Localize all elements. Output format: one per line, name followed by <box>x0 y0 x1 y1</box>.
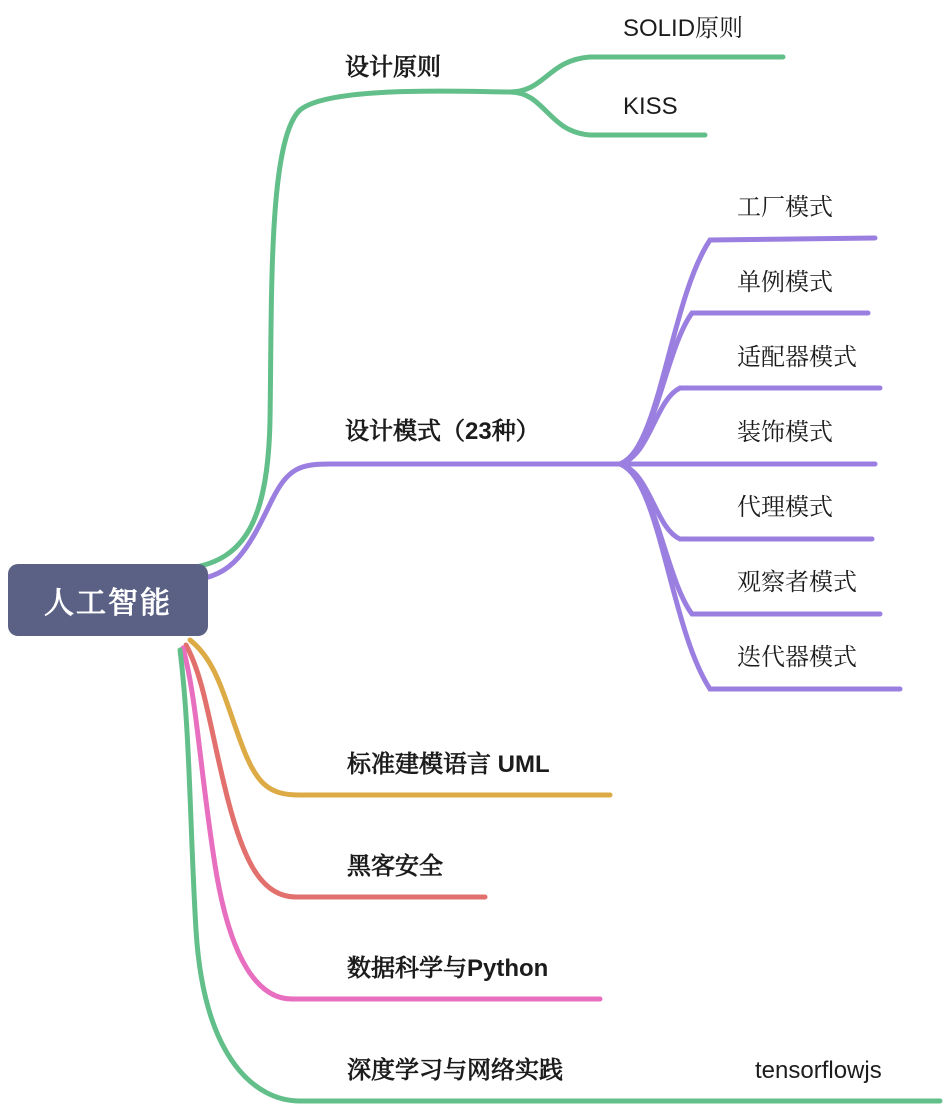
mindmap-node-kiss[interactable] <box>623 95 678 119</box>
node-label-text: SOLID原则 <box>623 15 744 42</box>
mindmap-node-data-science-python[interactable] <box>347 957 548 981</box>
node-label-text: 深度学习与网络实践 <box>347 1057 563 1084</box>
node-label-text: 设计原则 <box>345 54 441 81</box>
mindmap-node-tensorflowjs[interactable] <box>755 1059 882 1083</box>
node-label-text: 工厂模式 <box>737 194 833 221</box>
mindmap-node-design-principles[interactable] <box>345 56 441 80</box>
node-label-text: tensorflowjs <box>755 1057 882 1084</box>
mindmap-node-solid[interactable] <box>623 17 743 41</box>
node-label-text: 观察者模式 <box>737 569 857 596</box>
mindmap-node-decorator-pattern[interactable] <box>737 421 833 445</box>
node-label-text: 迭代器模式 <box>737 644 857 671</box>
node-label-text: 装饰模式 <box>737 419 833 446</box>
node-label-text: KISS <box>623 93 678 120</box>
mindmap-node-design-patterns[interactable] <box>345 420 540 444</box>
mindmap-node-deep-learning[interactable] <box>347 1059 563 1083</box>
mindmap-node-proxy-pattern[interactable] <box>737 496 833 520</box>
mindmap-root-label: 人工智能 <box>44 587 172 620</box>
node-label-text: 标准建模语言 UML <box>347 751 550 778</box>
mindmap-node-uml[interactable] <box>347 753 550 777</box>
node-label-text: 数据科学与Python <box>347 955 549 982</box>
node-label-text: 黑客安全 <box>347 853 443 880</box>
mindmap-node-iterator-pattern[interactable] <box>737 646 857 670</box>
mindmap-node-factory-pattern[interactable] <box>737 196 833 220</box>
mindmap-node-observer-pattern[interactable] <box>737 571 857 595</box>
node-label-text: 适配器模式 <box>737 344 857 371</box>
mindmap-root-node[interactable] <box>8 564 208 636</box>
node-label-text: 设计模式（23种） <box>345 418 540 445</box>
node-label-text: 单例模式 <box>737 269 833 296</box>
mindmap-node-adapter-pattern[interactable] <box>737 346 857 370</box>
mindmap-node-hacker-security[interactable] <box>347 855 443 879</box>
mindmap-node-singleton-pattern[interactable] <box>737 271 833 295</box>
node-label-text: 代理模式 <box>737 494 833 521</box>
